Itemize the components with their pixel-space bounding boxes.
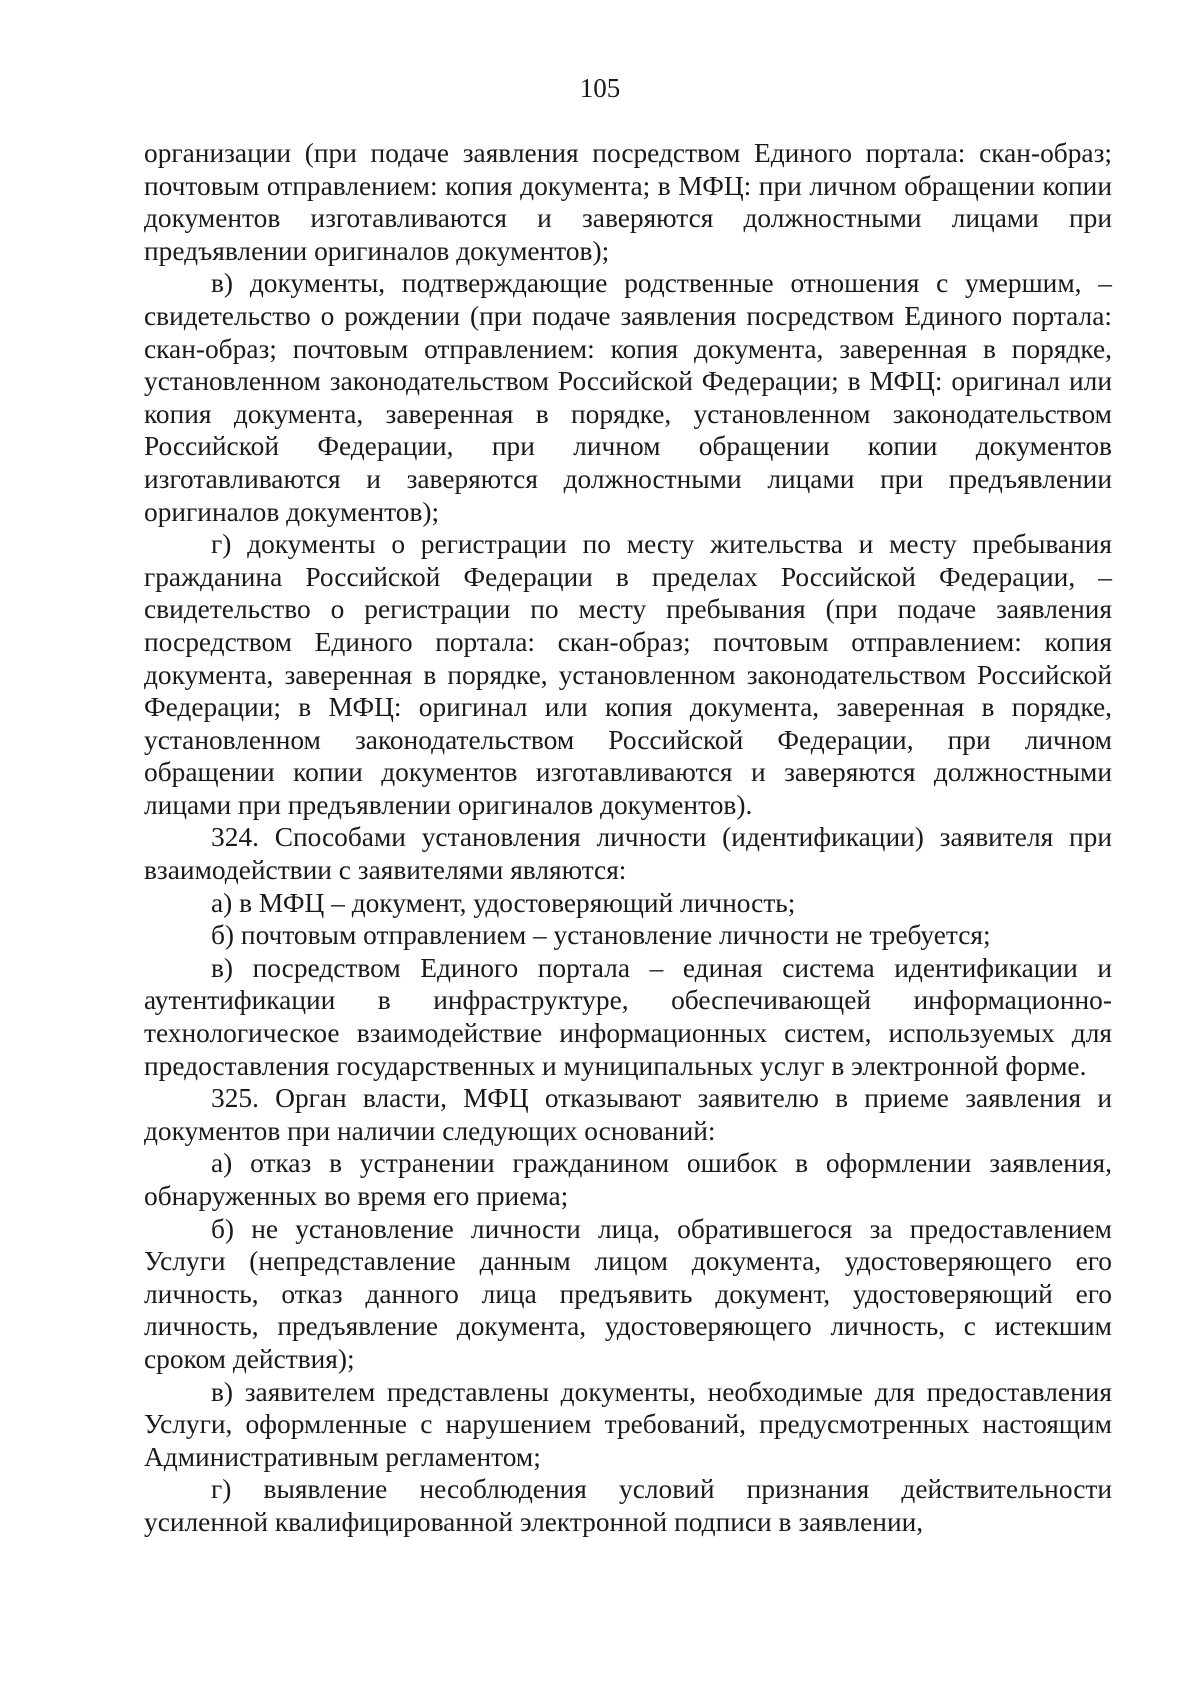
- paragraph-325-item-b: б) не установление личности лица, обратившегося за предоставлением Услуги (непредставление данным лицом документа, удостоверяющего его личность, отказ данного лица предъявить документ, удостоверяющий его личность, предъявление документа, удостоверяющего личность, с истекшим сроком действия);: [144, 1213, 1112, 1374]
- document-body: [144, 137, 1112, 1539]
- paragraph-continuation: организации (при подаче заявления посредством Единого портала: скан-образ; почтовым отправлением: копия документа; в МФЦ: при личном обращении копии документов изготавливаются и заверяются должностными лицами при предъявлении оригиналов документов);: [144, 138, 1112, 266]
- paragraph-325-refusal-grounds: 325. Орган власти, МФЦ отказывают заявителю в приеме заявления и документов при наличии следующих оснований:: [144, 1083, 1112, 1146]
- paragraph-324-item-v: в) посредством Единого портала – единая система идентификации и аутентификации в инфраструктуре, обеспечивающей информационно-технологическое взаимодействие информационных систем, используемых для предоставления государственных и муниципальных услуг в электронной форме.: [144, 952, 1112, 1081]
- paragraph-324-item-b: б) почтовым отправлением – установление личности не требуется;: [211, 920, 991, 951]
- paragraph-item-g-registration-documents: г) документы о регистрации по месту жительства и месту пребывания гражданина Российской Федерации в пределах Российской Федерации, – свидетельство о регистрации по месту пребывания (при подаче заявления посредством Единого портала: скан-образ; почтовым отправлением: копия документа, заверенная в порядке, установленном законодательством Российской Федерации; в МФЦ: оригинал или копия документа, заверенная в порядке, установленном законодательством Российской Федерации, при личном обращении копии документов изготавливаются и заверяются должностными лицами при предъявлении оригиналов документов).: [144, 529, 1112, 820]
- paragraph-325-item-v: в) заявителем представлены документы, необходимые для предоставления Услуги, оформленные с нарушением требований, предусмотренных настоящим Административным регламентом;: [144, 1376, 1112, 1472]
- page-number: 105: [579, 73, 621, 103]
- paragraph-324-item-a: а) в МФЦ – документ, удостоверяющий личность;: [211, 887, 796, 918]
- paragraph-325-item-a: а) отказ в устранении гражданином ошибок в оформлении заявления, обнаруженных во время его приема;: [144, 1148, 1112, 1211]
- paragraph-324-identification-methods: 324. Способами установления личности (идентификации) заявителя при взаимодействии с заявителями являются:: [144, 822, 1112, 886]
- paragraph-325-item-g: г) выявление несоблюдения условий признания действительности усиленной квалифицированной электронной подписи в заявлении,: [144, 1474, 1112, 1537]
- paragraph-item-v-kinship-documents: в) документы, подтверждающие родственные отношения с умершим, – свидетельство о рождении (при подаче заявления посредством Единого портала: скан-образ; почтовым отправлением: копия документа, заверенная в порядке, установленном законодательством Российской Федерации; в МФЦ: оригинал или копия документа, заверенная в порядке, установленном законодательством Российской Федерации, при личном обращении копии документов изготавливаются и заверяются должностными лицами при предъявлении оригиналов документов);: [144, 268, 1112, 527]
